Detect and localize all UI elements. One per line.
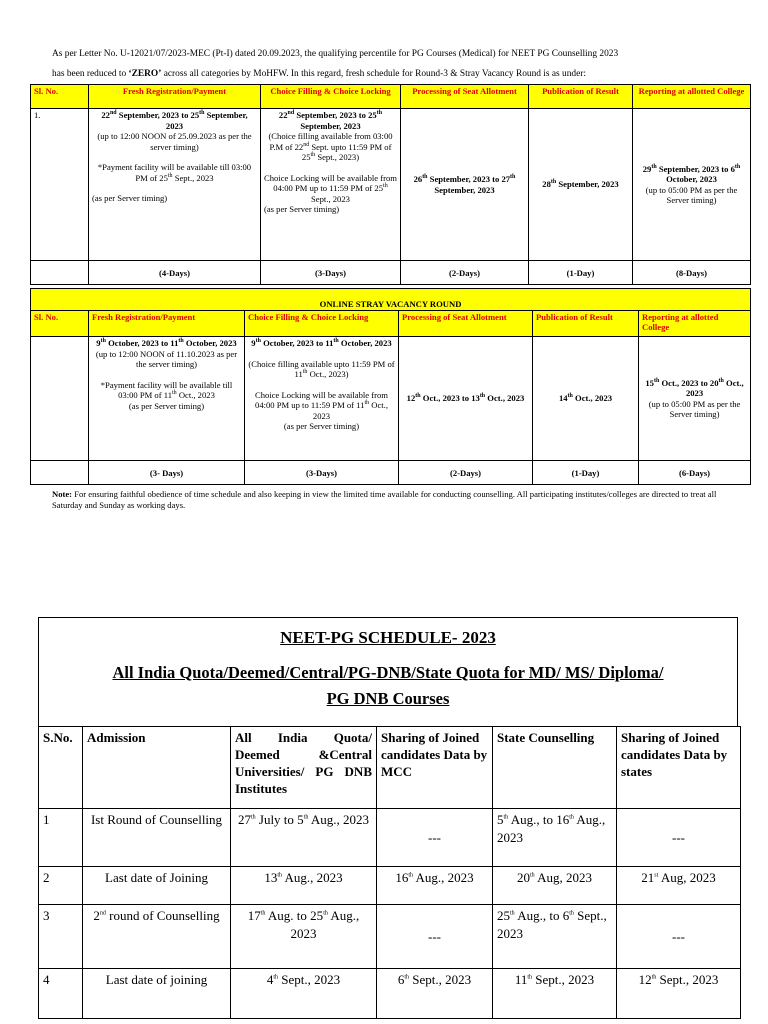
neet-row-3-aiq: 17th Aug. to 25th Aug., 2023: [231, 905, 377, 969]
stray-registration-cell: [89, 337, 245, 461]
round3-registration-cell: [89, 109, 261, 261]
round3-days-registration: (4-Days): [89, 261, 261, 285]
neet-row-1-sno: 1: [39, 809, 83, 867]
round3-choice-date: 22nd September, 2023 to 25th September, 2023: [278, 110, 383, 131]
round3-reporting-note: (up to 05:00 PM as per the Server timing): [645, 184, 738, 205]
neet-row-3-admission: [83, 905, 231, 969]
neet-row-1-state: 5th Aug., to 16th Aug., 2023: [493, 809, 617, 867]
round3-reg-note1: (up to 12:00 NOON of 25.09.2023 as per the server timing): [97, 131, 252, 152]
neet-row-1-admission: Ist Round of Counselling: [83, 809, 231, 867]
neet-row-2-state: 20th Aug, 2023: [493, 867, 617, 905]
neet-subtitle-line2: PG DNB Courses: [326, 689, 450, 708]
neet-header-sno: S.No.: [39, 727, 83, 809]
intro-line-1: As per Letter No. U-12021/07/2023-MEC (Pt-I) dated 20.09.2023, the qualifying percentile for PG Courses (Medical) for NEET PG Counselling 2023: [52, 49, 619, 59]
round3-reporting-date: 29th September, 2023 to 6th October, 2023: [642, 163, 741, 184]
round3-reg-date: 22nd September, 2023 to 25th September, 2023: [101, 110, 248, 131]
round3-header-reporting: Reporting at allotted College: [633, 85, 751, 109]
note-paragraph: [52, 489, 742, 511]
neet-subtitle: [39, 660, 737, 712]
neet-row-4-sno: 4: [39, 969, 83, 1019]
neet-header-aiq: All India Quota/ Deemed &Central Universities/ PG DNB Institutes: [231, 727, 377, 809]
neet-row-1-states-data: ---: [617, 809, 741, 867]
stray-choice-cell: [245, 337, 399, 461]
stray-header-choice: Choice Filling & Choice Locking: [245, 311, 399, 337]
neet-row-4-admission: Last date of joining: [83, 969, 231, 1019]
neet-header-states-data: Sharing of Joined candidates Data by states: [617, 727, 741, 809]
stray-choice-note3: (as per Server timing): [283, 421, 360, 431]
neet-title-box: [38, 617, 738, 727]
round3-processing: 26th September, 2023 to 27th September, 2023: [401, 109, 529, 261]
neet-row-4-states-data: 12th Sept., 2023: [617, 969, 741, 1019]
neet-title: NEET-PG SCHEDULE- 2023: [280, 628, 496, 647]
round3-reg-note3: (as per Server timing): [92, 193, 168, 203]
note-text: For ensuring faithful obedience of time schedule and also keeping in view the limited time available for conducting counselling. All participating institutes/colleges are directed to treat all Saturday and Sunday as working days.: [52, 489, 717, 510]
stray-header-registration: Fresh Registration/Payment: [89, 311, 245, 337]
stray-days-choice: (3-Days): [245, 461, 399, 485]
intro-notice: [52, 44, 742, 84]
neet-row-2: [39, 867, 741, 905]
neet-row-2-mcc: 16th Aug., 2023: [377, 867, 493, 905]
round3-days-row: [31, 261, 751, 285]
stray-header-row: [31, 311, 751, 337]
stray-header-reporting: Reporting at allotted College: [639, 311, 751, 337]
stray-reg-note1: (up to 12:00 NOON of 11.10.2023 as per the server timing): [95, 348, 238, 369]
note-label: Note:: [52, 489, 73, 499]
neet-header-state: State Counselling: [493, 727, 617, 809]
neet-header-mcc: Sharing of Joined candidates Data by MCC: [377, 727, 493, 809]
round3-reg-note2: *Payment facility will be available till 03:00 PM of 25th Sept., 2023: [97, 162, 252, 183]
neet-row-1: [39, 809, 741, 867]
round3-header-choice: Choice Filling & Choice Locking: [261, 85, 401, 109]
neet-row-3-state: 25th Aug., to 6th Sept., 2023: [493, 905, 617, 969]
stray-days-row: [31, 461, 751, 485]
round3-row: [31, 109, 751, 261]
neet-schedule-table: [38, 726, 741, 1019]
stray-reporting-date: 15th Oct., 2023 to 20th Oct., 2023: [645, 377, 744, 398]
neet-row-2-states-data: 21st Aug, 2023: [617, 867, 741, 905]
neet-row-3-mcc: ---: [377, 905, 493, 969]
round3-header-sl: Sl. No.: [31, 85, 89, 109]
stray-days-reporting: (6-Days): [639, 461, 751, 485]
stray-processing: 12th Oct., 2023 to 13th Oct., 2023: [399, 337, 533, 461]
stray-reporting-note: (up to 05:00 PM as per the Server timing): [648, 398, 741, 419]
stray-choice-date: 9th October, 2023 to 11th October, 2023: [251, 338, 392, 348]
stray-reg-note3: (as per Server timing): [128, 400, 205, 411]
round3-choice-note1: (Choice filling available from 03:00 P.M of 22nd Sept. upto 11:59 PM of 25th Sept., 2023): [268, 131, 393, 162]
stray-days-processing: (2-Days): [399, 461, 533, 485]
neet-subtitle-line1: All India Quota/Deemed/Central/PG-DNB/State Quota for MD/ MS/ Diploma/: [112, 663, 664, 682]
neet-header-admission: Admission: [83, 727, 231, 809]
stray-choice-note1: (Choice filling available upto 11:59 PM of 11th Oct., 2023): [248, 358, 395, 379]
stray-header-processing: Processing of Seat Allotment: [399, 311, 533, 337]
round3-choice-note2: Choice Locking will be available from 04:00 PM up to 11:59 PM of 25th Sept., 2023: [264, 172, 397, 204]
neet-row-4-mcc: 6th Sept., 2023: [377, 969, 493, 1019]
round3-reporting-cell: [633, 109, 751, 261]
stray-reg-date: 9th October, 2023 to 11th October, 2023: [96, 338, 237, 348]
round3-choice-note3: (as per Server timing): [264, 204, 340, 214]
round3-days-reporting: (8-Days): [633, 261, 751, 285]
stray-header-publication: Publication of Result: [533, 311, 639, 337]
neet-row-4: [39, 969, 741, 1019]
stray-days-registration: (3- Days): [89, 461, 245, 485]
round3-publication: 28th September, 2023: [529, 109, 633, 261]
stray-reporting-cell: [639, 337, 751, 461]
stray-banner-row: [31, 289, 751, 311]
neet-row-4-state: 11th Sept., 2023: [493, 969, 617, 1019]
stray-banner: ONLINE STRAY VACANCY ROUND: [31, 289, 751, 311]
stray-row: [31, 337, 751, 461]
neet-row-3-admission-ordinal: 2nd round of Counselling: [93, 908, 220, 923]
round3-header-registration: Fresh Registration/Payment: [89, 85, 261, 109]
intro-line-2-pre: has been reduced to: [52, 69, 129, 79]
round3-header-row: [31, 85, 751, 109]
round3-days-publication: (1-Day): [529, 261, 633, 285]
stray-publication: 14th Oct., 2023: [533, 337, 639, 461]
intro-zero: ‘ZERO’: [128, 69, 162, 79]
round3-sl: 1.: [31, 109, 89, 261]
round3-choice-cell: [261, 109, 401, 261]
neet-row-3-sno: 3: [39, 905, 83, 969]
neet-row-2-sno: 2: [39, 867, 83, 905]
round3-days-processing: (2-Days): [401, 261, 529, 285]
stray-days-empty: [31, 461, 89, 485]
intro-line-2-post: across all categories by MoHFW. In this regard, fresh schedule for Round-3 & Stray Vacancy Round is as under:: [161, 69, 586, 79]
neet-row-1-aiq: 27th July to 5th Aug., 2023: [231, 809, 377, 867]
round3-days-choice: (3-Days): [261, 261, 401, 285]
neet-row-2-admission: Last date of Joining: [83, 867, 231, 905]
intro-line-2: [52, 64, 742, 84]
stray-days-publication: (1-Day): [533, 461, 639, 485]
neet-row-4-aiq: 4th Sept., 2023: [231, 969, 377, 1019]
stray-header-sl: Sl. No.: [31, 311, 89, 337]
neet-row-3: [39, 905, 741, 969]
round3-table: [30, 84, 751, 285]
neet-header-row: [39, 727, 741, 809]
stray-reg-note2: *Payment facility will be available till 03:00 PM of 11th Oct., 2023: [100, 379, 233, 400]
stray-sl: [31, 337, 89, 461]
neet-row-3-states-data: ---: [617, 905, 741, 969]
round3-days-empty: [31, 261, 89, 285]
round3-header-publication: Publication of Result: [529, 85, 633, 109]
neet-row-2-aiq: 13th Aug., 2023: [231, 867, 377, 905]
stray-choice-note2: Choice Locking will be available from 04:00 PM up to 11:59 PM of 11th Oct., 2023: [255, 389, 388, 421]
stray-table: [30, 288, 751, 485]
round3-header-processing: Processing of Seat Allotment: [401, 85, 529, 109]
neet-row-1-mcc: ---: [377, 809, 493, 867]
